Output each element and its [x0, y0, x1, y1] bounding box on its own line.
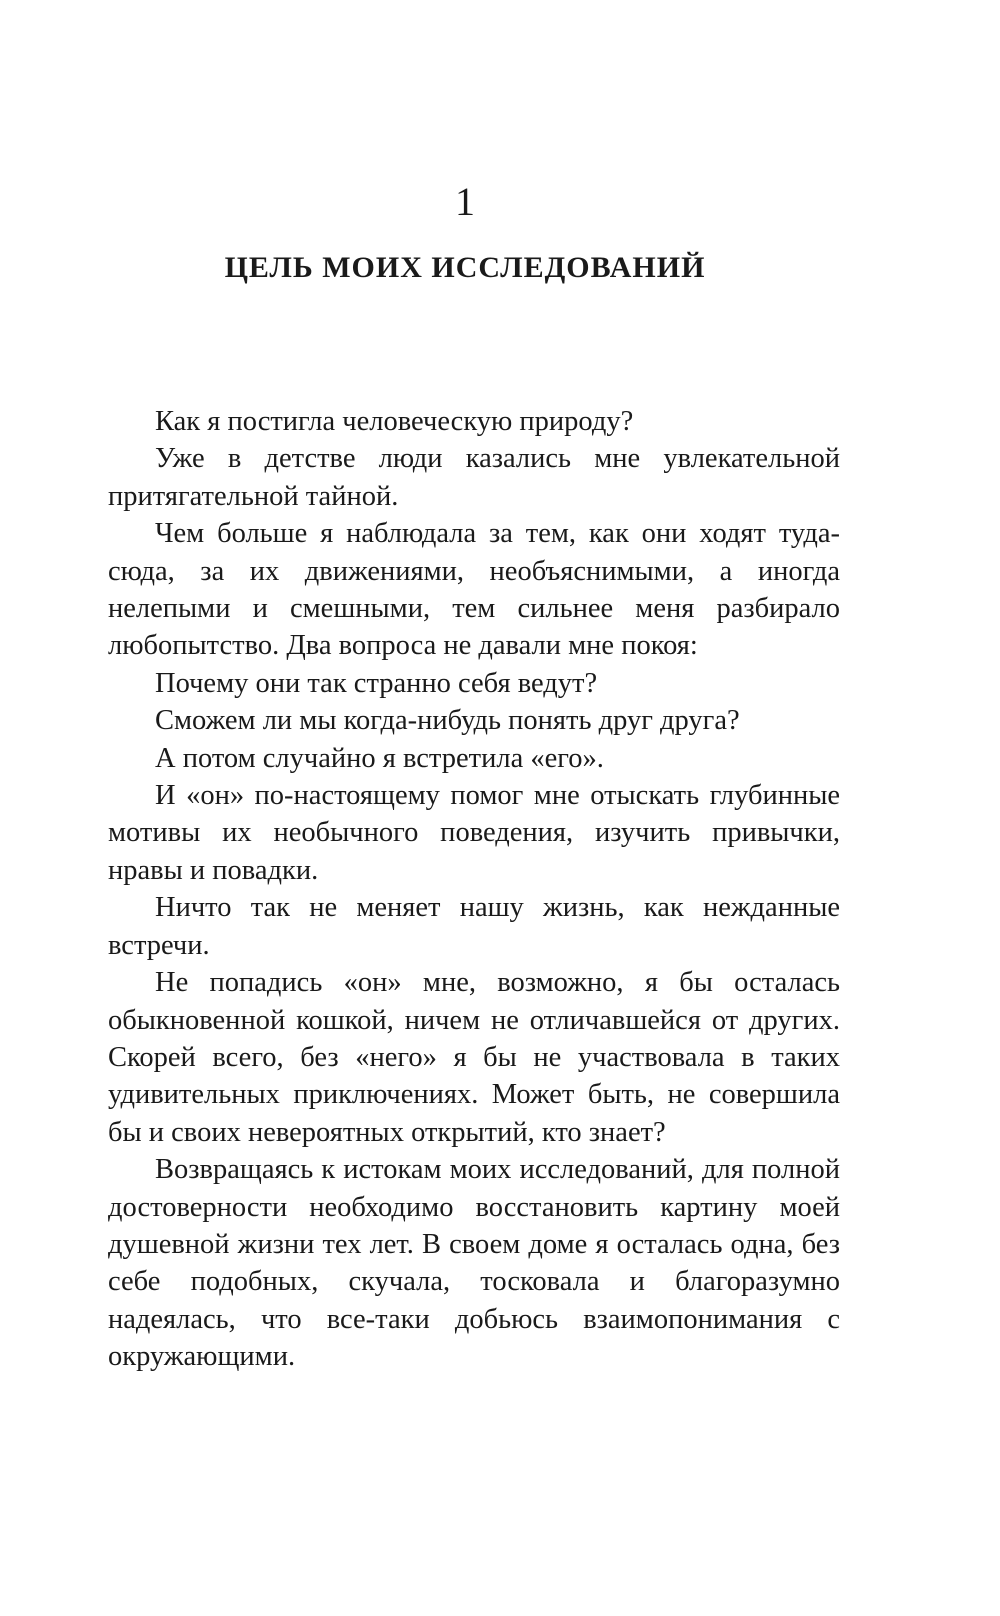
chapter-body — [108, 403, 840, 1376]
paragraph: И «он» по-настоящему помог мне отыскать глубинные мотивы их необычного поведения, изучить привычки, нравы и повадки. — [108, 780, 840, 886]
paragraph: Чем больше я наблюдала за тем, как они ходят туда-сюда, за их движениями, необъяснимыми, а иногда нелепыми и смешными, тем сильнее меня разбирало любопытство. Два вопроса не давали мне покоя: — [108, 518, 840, 662]
chapter-number: 1 — [455, 179, 475, 224]
paragraph: Почему они так странно себя ведут? — [155, 667, 598, 699]
paragraph: Сможем ли мы когда-нибудь понять друг друга? — [155, 705, 740, 737]
chapter-title: ЦЕЛЬ МОИХ ИССЛЕДОВАНИЙ — [224, 251, 706, 284]
paragraph: Уже в детстве люди казались мне увлекательной притягательной тайной. — [108, 443, 840, 512]
paragraph: Возвращаясь к истокам моих исследований, для полной достоверности необходимо восстановить картину моей душевной жизни тех лет. В своем доме я осталась одна, без себе подобных, скучала, тосковала и благоразумно надеялась, что все-таки добьюсь взаимопонимания с окружающими. — [108, 1154, 840, 1373]
paragraph: А потом случайно я встретила «его». — [155, 742, 604, 774]
paragraph: Ничто так не меняет нашу жизнь, как нежданные встречи. — [108, 892, 840, 961]
paragraph: Как я постигла человеческую природу? — [155, 406, 634, 437]
paragraph: Не попадись «он» мне, возможно, я бы осталась обыкновенной кошкой, ничем не отличавшейся от других. Скорей всего, без «него» я бы не участвовала в таких удивительных приключениях. Может быть, не совершила бы и своих невероятных открытий, кто знает? — [108, 967, 840, 1148]
